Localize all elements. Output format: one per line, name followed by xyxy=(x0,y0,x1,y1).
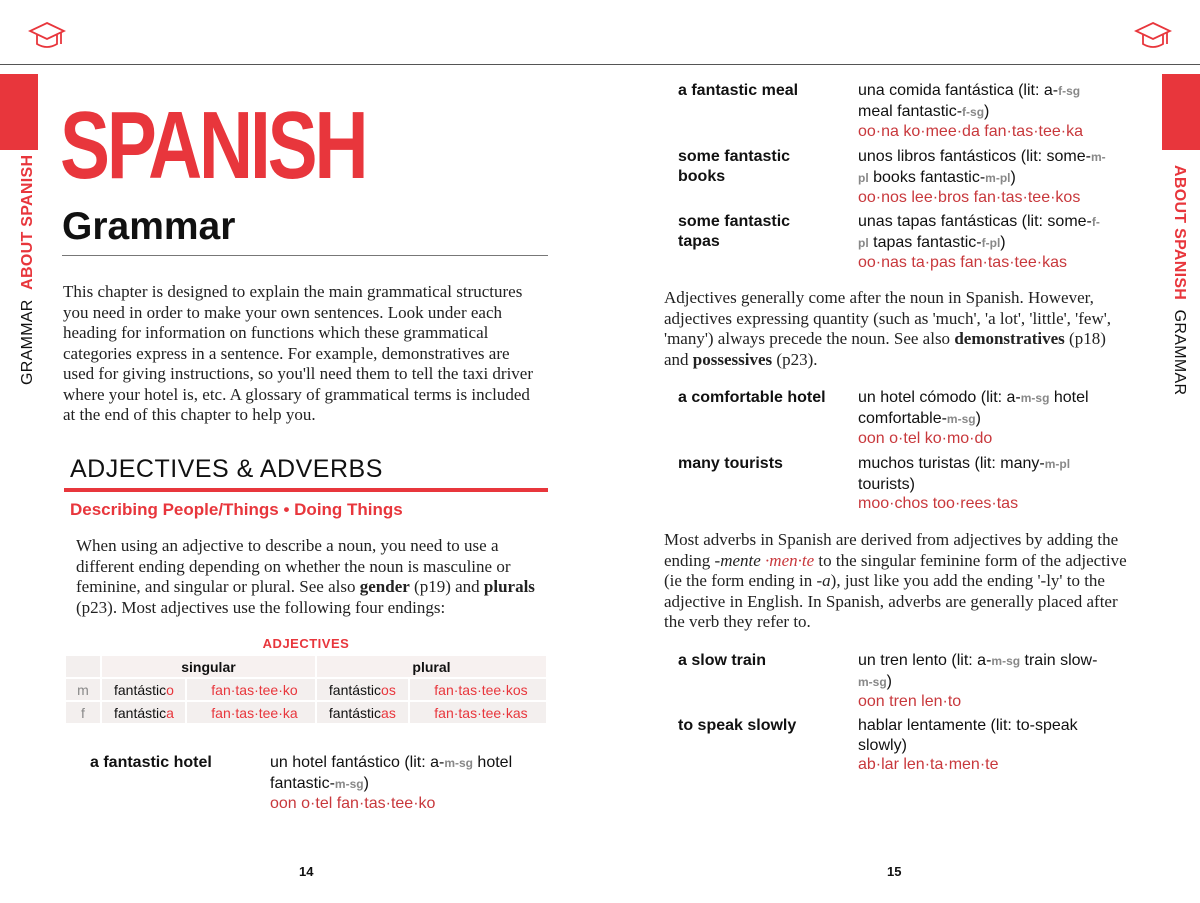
top-rule xyxy=(0,64,1200,65)
side-about-label: ABOUT SPANISH xyxy=(19,154,36,290)
side-about-label: ABOUT SPANISH xyxy=(1171,165,1188,301)
section-heading: ADJECTIVES & ADVERBS xyxy=(70,455,383,483)
adjective-paragraph: When using an adjective to describe a noun, you need to use a different ending depending on whether the noun is masculine or feminine, and singular or plural. See also gender (p19) and plurals (p23). Most adjectives use the following four endings: xyxy=(76,536,535,617)
side-grammar-label: GRAMMAR xyxy=(19,299,36,385)
header-plural: plural xyxy=(316,655,547,678)
title-rule xyxy=(62,255,548,256)
side-grammar-label: GRAMMAR xyxy=(1171,309,1188,396)
page-number: 15 xyxy=(887,864,902,879)
chapter-subtitle: Grammar xyxy=(62,205,236,248)
table-header-row xyxy=(65,655,547,678)
table-title: ADJECTIVES xyxy=(262,636,350,651)
chapter-tab-right xyxy=(1162,74,1200,150)
section-rule xyxy=(64,488,548,492)
adverb-paragraph: Most adverbs in Spanish are derived from adjectives by adding the ending -mente ·men·te to the singular feminine form of the adjective (ie the form ending in -a), just like you add the ending '-ly' to the adjective in English. In Spanish, adverbs are generally placed after the verb they refer to. xyxy=(664,530,1127,631)
chapter-tab-left xyxy=(0,74,38,150)
adjective-endings-table xyxy=(64,654,548,725)
intro-paragraph: This chapter is designed to explain the main grammatical structures you need in order to make your own sentences. Look under each heading for information on functions which these grammatical categories express in a sentence. For example, demonstratives are used for giving instructions, so you'll need them to tell the taxi driver where your hotel is, etc. A glossary of grammatical terms is included at the end of this chapter to help you. xyxy=(63,282,534,424)
table-row: m fantástico fan·tas·tee·ko fantásticos fan·tas·tee·kos xyxy=(65,678,547,701)
graduation-cap-icon xyxy=(1134,20,1172,54)
table-row: f fantástica fan·tas·tee·ka fantásticas fan·tas·tee·kas xyxy=(65,701,547,724)
quantity-paragraph: Adjectives generally come after the noun in Spanish. However, adjectives expressing quantity (such as 'much', 'a lot', 'little', 'few', 'many') always precede the noun. See also demonstratives (p18) and possessives (p23). xyxy=(664,288,1112,369)
side-label-right xyxy=(1170,165,1188,395)
side-label-left xyxy=(19,154,37,385)
header-singular: singular xyxy=(101,655,316,678)
graduation-cap-icon xyxy=(28,20,66,54)
chapter-title: SPANISH xyxy=(60,92,366,199)
page-number: 14 xyxy=(299,864,314,879)
sub-heading: Describing People/Things • Doing Things xyxy=(70,500,403,519)
